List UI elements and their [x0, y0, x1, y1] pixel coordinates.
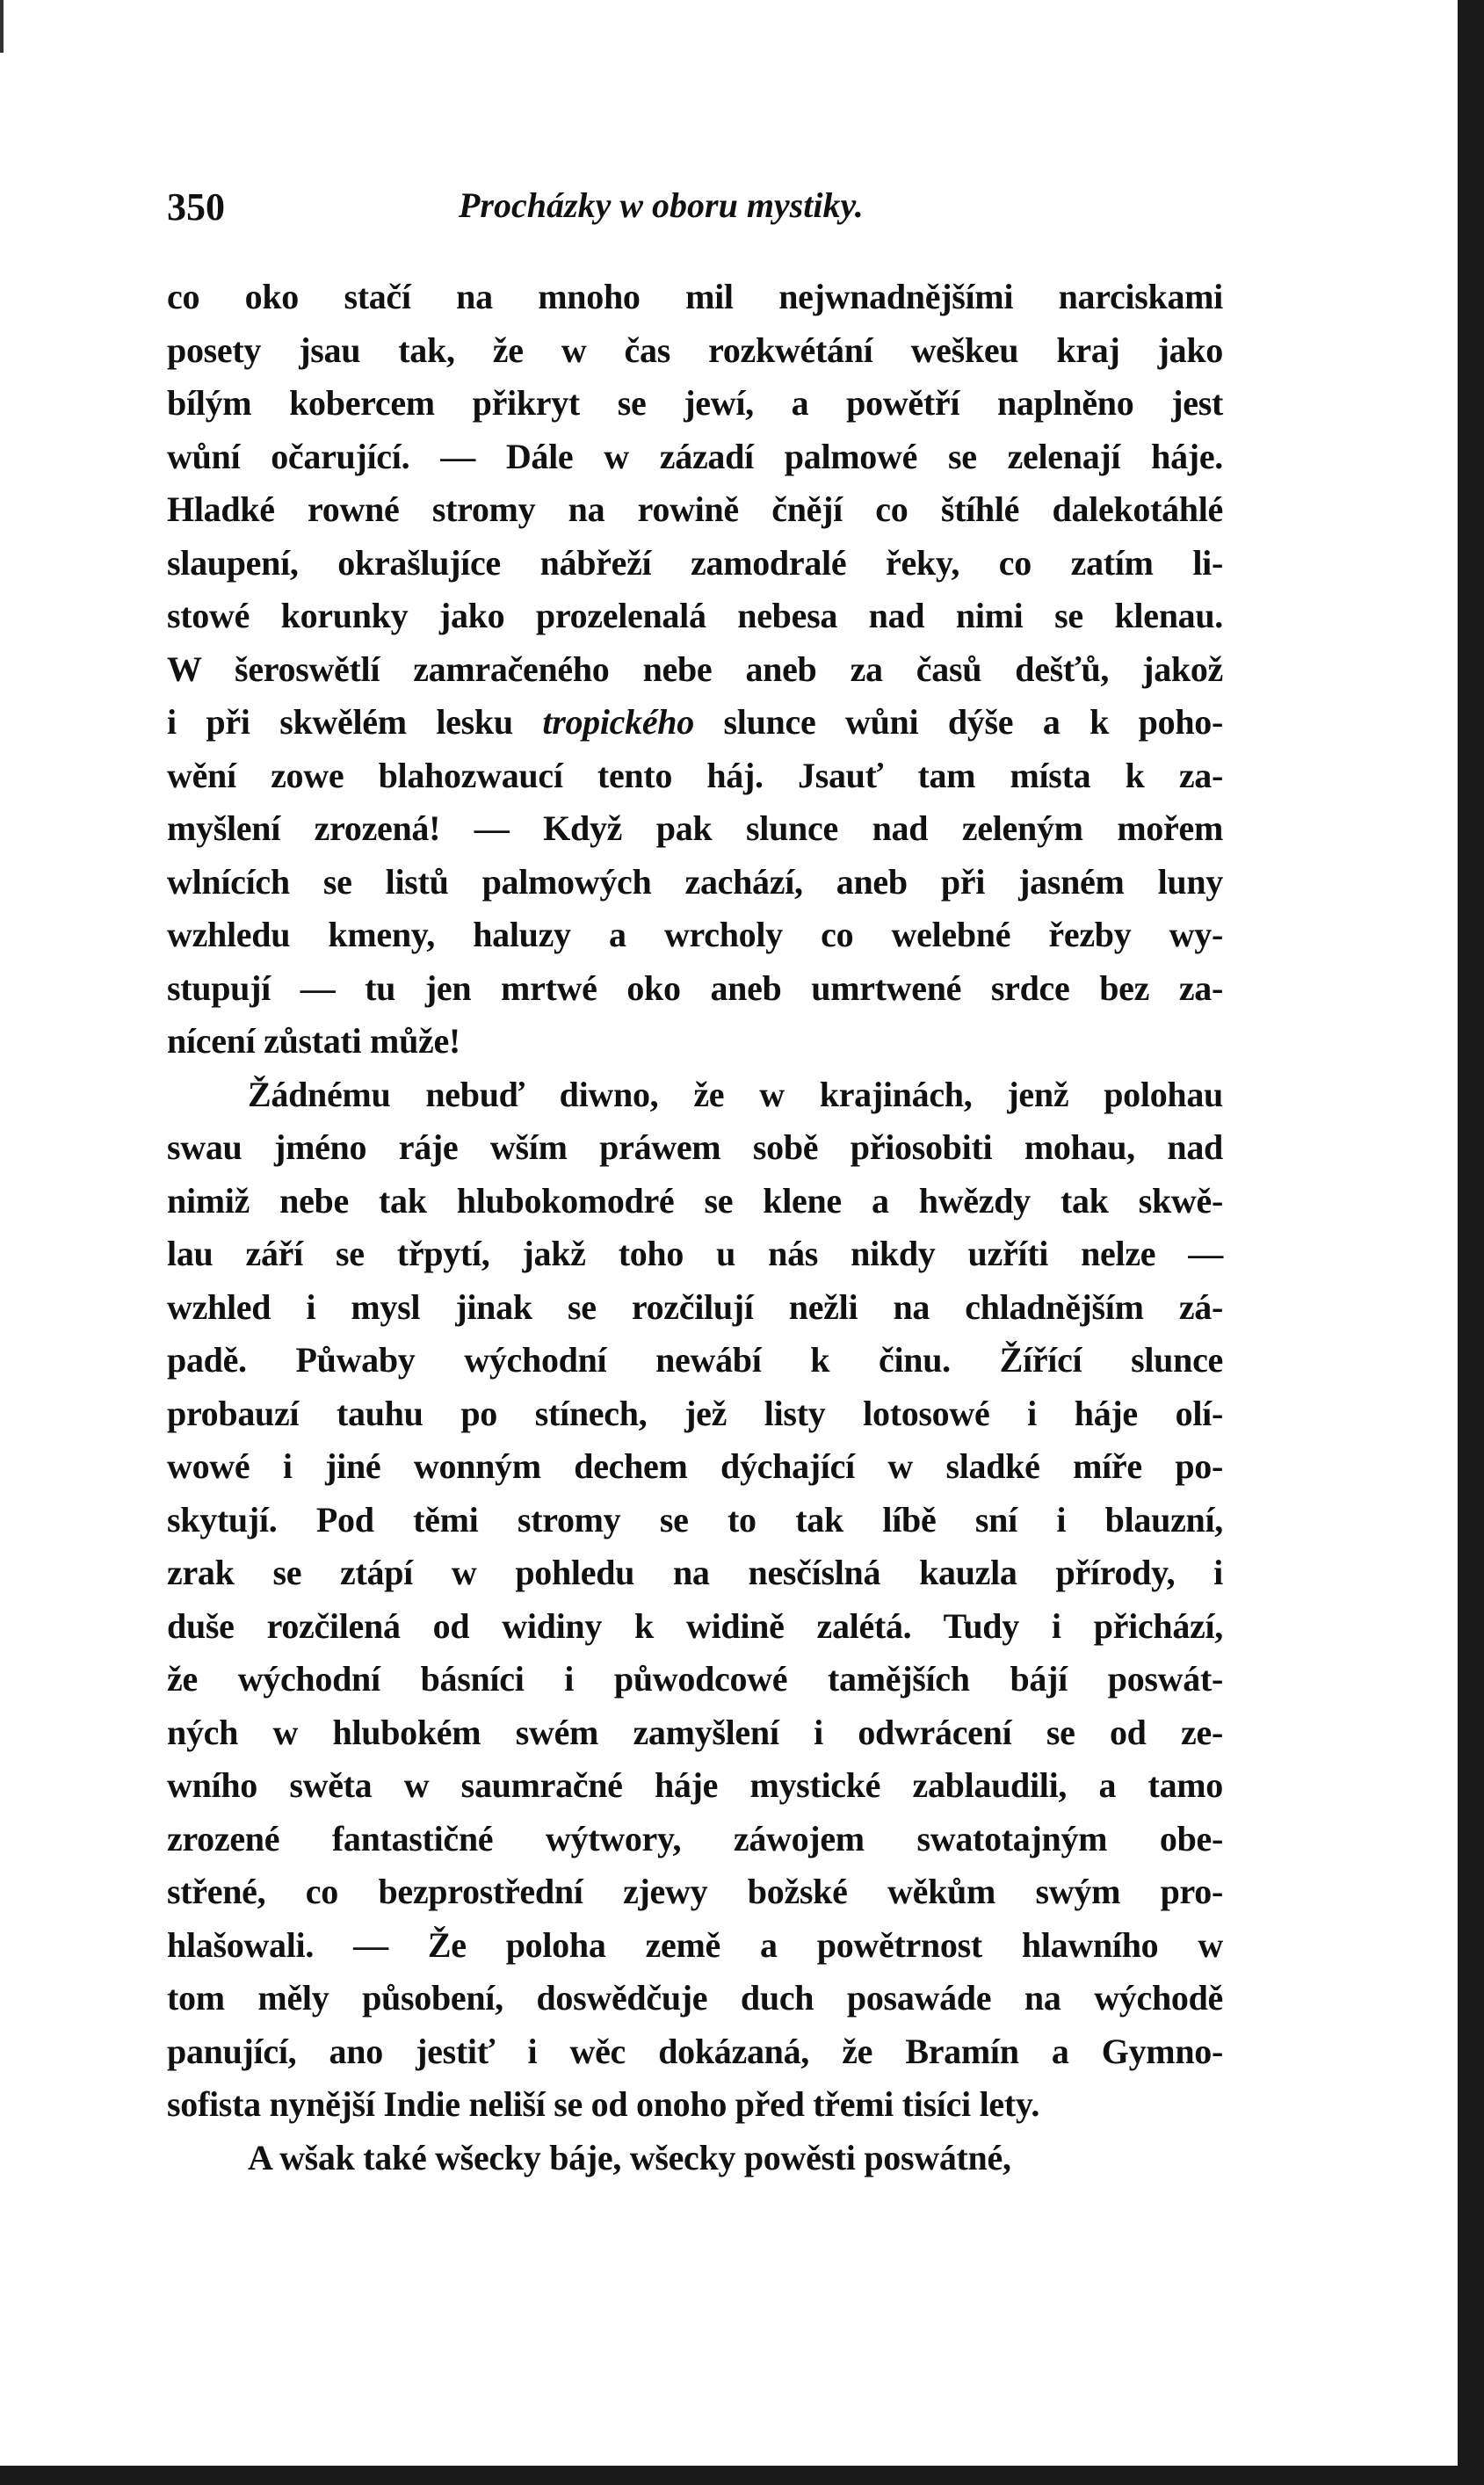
text-line: sofista nynější Indie neliší se od onoho před třemi tisíci lety. [167, 2084, 1040, 2124]
text-line: zrozené fantastičné wýtwory, záwojem swatotajným obe- [167, 1818, 1223, 1858]
text-line: že wýchodní básníci i půwodcowé tamějších bájí poswát- [167, 1659, 1223, 1699]
text-line: posety jsau tak, že w čas rozkwétání weškeu kraj jako [167, 330, 1223, 370]
text-line: swau jméno ráje wším práwem sobě přiosobiti mohau, nad [167, 1127, 1223, 1167]
text-line: padě. Půwaby wýchodní newábí k činu. Žířící slunce [167, 1340, 1223, 1380]
text-line: wůní očarující. — Dále w zázadí palmowé se zelenají háje. [167, 436, 1223, 476]
text-line: stupují — tu jen mrtwé oko aneb umrtwené srdce bez za- [167, 967, 1223, 1008]
text-line: wowé i jiné wonným dechem dýchající w sladké míře po- [167, 1446, 1223, 1486]
text-line: wění zowe blahozwaucí tento háj. Jsauť tam místa k za- [167, 755, 1223, 795]
text-line: duše rozčilená od widiny k widině zalétá. Tudy i přichází, [167, 1605, 1223, 1646]
running-title: Procházky w oboru mystiky. [459, 185, 864, 225]
text-line: A wšak také wšecky báje, wšecky powěsti poswátné, [248, 2137, 1011, 2177]
page-number: 350 [167, 185, 225, 228]
text-line: ných w hlubokém swém zamyšlení i odwrácení se od ze- [167, 1712, 1223, 1752]
scan-edge-right [1458, 0, 1484, 2485]
text-line: Žádnému nebuď diwno, že w krajinách, jenž polohau [248, 1074, 1223, 1114]
text-line: střené, co bezprostřední zjewy božské wěkům swým pro- [167, 1872, 1223, 1911]
paragraph [167, 271, 1223, 1069]
text-line: wlnících se listů palmowých zachází, aneb při jasném luny [167, 861, 1223, 902]
text-line: co oko stačí na mnoho mil nejwnadnějšími narciskami [167, 277, 1223, 316]
text-line: myšlení zrozená! — Když pak slunce nad zeleným mořem [167, 808, 1223, 848]
scan-edge-left [0, 0, 4, 53]
text-line: probauzí tauhu po stínech, jež listy lotosowé i háje olí- [167, 1393, 1223, 1433]
text-line: nimiž nebe tak hlubokomodré se klene a hwězdy tak skwě- [167, 1180, 1223, 1221]
text-segment: slunce wůni dýše a k poho- [693, 702, 1223, 742]
text-line: wního swěta w saumračné háje mystické zablaudili, a tamo [167, 1765, 1223, 1805]
text-line: bílým kobercem přikryt se jewí, a powětří naplněno jest [167, 383, 1223, 423]
text-line: lau září se třpytí, jakž toho u nás nikdy uzříti nelze — [167, 1234, 1223, 1273]
text-line: stowé korunky jako prozelenalá nebesa nad nimi se klenau. [167, 596, 1223, 635]
body-text [167, 271, 1223, 2184]
text-line: W šeroswětlí zamračeného nebe aneb za časů dešťů, jakož [167, 648, 1223, 689]
text-line [167, 696, 1223, 750]
text-line: panující, ano jestiť i wěc dokázaná, že Bramín a Gymno- [167, 2031, 1223, 2071]
scan-edge-bottom [0, 2466, 1484, 2485]
paragraph [167, 2132, 1223, 2185]
text-line: tom měly působení, doswědčuje duch posawáde na wýchodě [167, 1978, 1223, 2018]
paragraph [167, 1069, 1223, 2132]
text-line: Hladké rowné stromy na rowině čnějí co štíhlé dalekotáhlé [167, 489, 1223, 529]
italic-text: tropického [542, 702, 694, 742]
text-line: wzhled i mysl jinak se rozčilují nežli na chladnějším zá- [167, 1286, 1223, 1327]
text-line: slaupení, okrašlujíce nábřeží zamodralé řeky, co zatím li- [167, 542, 1223, 583]
text-line: nícení zůstati může! [167, 1021, 460, 1061]
text-line: wzhledu kmeny, haluzy a wrcholy co welebné řezby wy- [167, 915, 1223, 954]
text-segment: i při skwělém lesku [167, 702, 543, 742]
text-line: skytují. Pod těmi stromy se to tak líbě sní i blauzní, [167, 1499, 1223, 1540]
text-line: hlašowali. — Že poloha země a powětrnost hlawního w [167, 1924, 1223, 1965]
page-header [167, 185, 1223, 237]
text-line: zrak se ztápí w pohledu na nesčíslná kauzla přírody, i [167, 1553, 1223, 1592]
